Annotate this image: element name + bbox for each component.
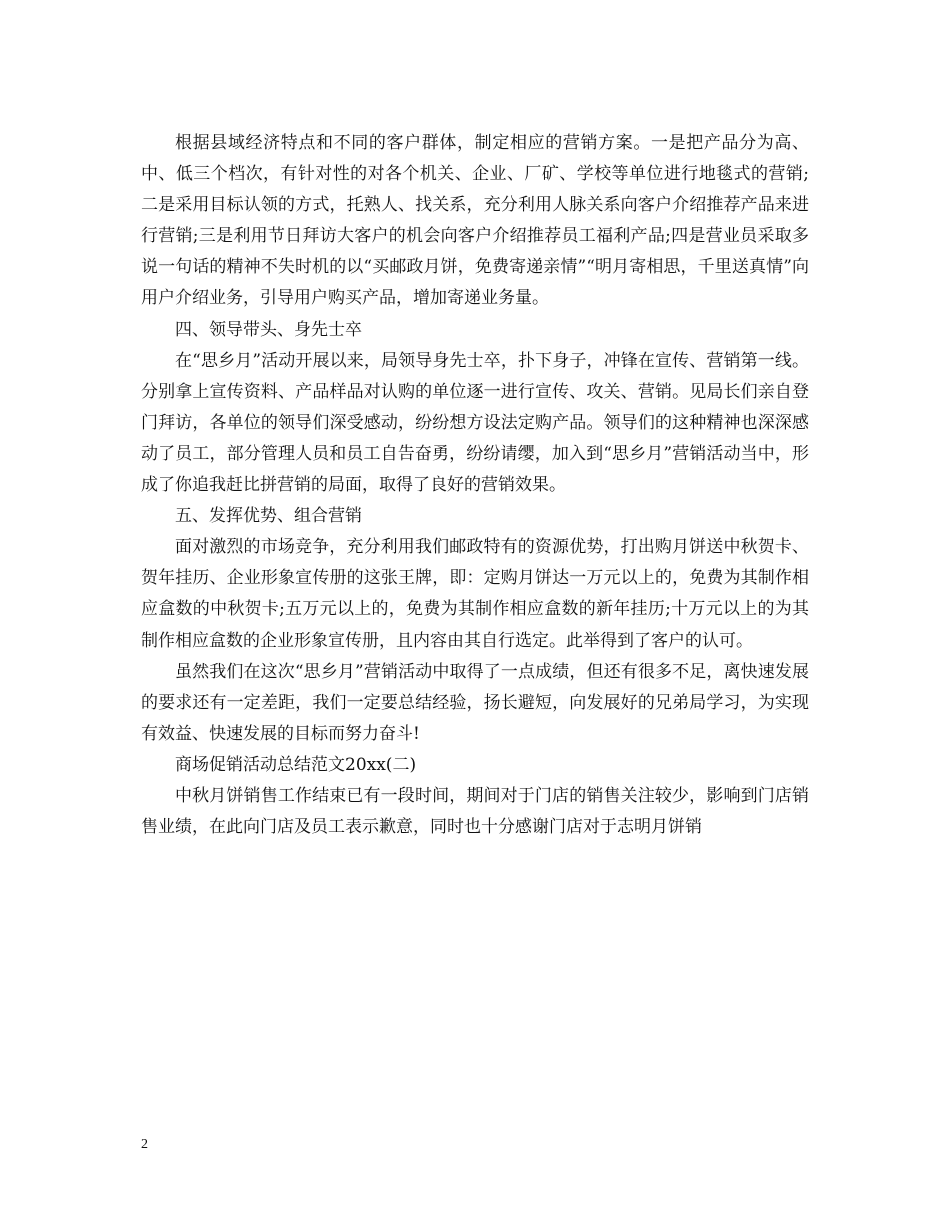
section-heading-leadership: 四、领导带头、身先士卒 [175, 319, 362, 340]
section-heading-combined-marketing: 五、发挥优势、组合营销 [175, 506, 362, 527]
paragraph-marketing-plan: 根据县域经济特点和不同的客户群体，制定相应的营销方案。一是把产品分为高、中、低三个档次，有针对性的对各个机关、企业、厂矿、学校等单位进行地毯式的营销;二是采用目标认领的方式，托熟人、找关系，充分利用人脉关系向客户介绍推荐产品来进行营销;三是利用节日拜访大客户的机会向客户介绍推荐员工福利产品;四是营业员采取多说一句话的精神不失时机的以“买邮政月饼，免费寄递亲情”“明月寄相思，千里送真情”向用户介绍业务，引导用户购买产品，增加寄递业务量。 [141, 133, 809, 309]
paragraph-conclusion: 虽然我们在这次“思乡月”营销活动中取得了一点成绩，但还有很多不足，离快速发展的要求还有一定差距，我们一定要总结经验，扬长避短，向发展好的兄弟局学习，为实现有效益、快速发展的目标而努力奋斗! [141, 661, 809, 744]
page-number: 2 [141, 1137, 148, 1152]
paragraph-leadership: 在“思乡月”活动开展以来，局领导身先士卒，扑下身子，冲锋在宣传、营销第一线。分别拿上宣传资料、产品样品对认购的单位逐一进行宣传、攻关、营销。见局长们亲自登门拜访，各单位的领导们深受感动，纷纷想方设法定购产品。领导们的这种精神也深深感动了员工，部分管理人员和员工自告奋勇，纷纷请缨，加入到“思乡月”营销活动当中，形成了你追我赶比拼营销的局面，取得了良好的营销效果。 [141, 350, 809, 496]
paragraph-mooncake-sales: 中秋月饼销售工作结束已有一段时间，期间对于门店的销售关注较少，影响到门店销售业绩，在此向门店及员工表示歉意，同时也十分感谢门店对于志明月饼销 [141, 785, 809, 838]
paragraph-combined-marketing: 面对激烈的市场竞争，充分利用我们邮政特有的资源优势，打出购月饼送中秋贺卡、贺年挂历、企业形象宣传册的这张王牌，即：定购月饼达一万元以上的，免费为其制作相应盒数的中秋贺卡;五万元以上的，免费为其制作相应盒数的新年挂历;十万元以上的为其制作相应盒数的企业形象宣传册，且内容由其自行选定。此举得到了客户的认可。 [141, 537, 809, 651]
section-heading-sample-two: 商场促销活动总结范文20xx(二) [175, 754, 417, 775]
body-text [141, 128, 809, 843]
